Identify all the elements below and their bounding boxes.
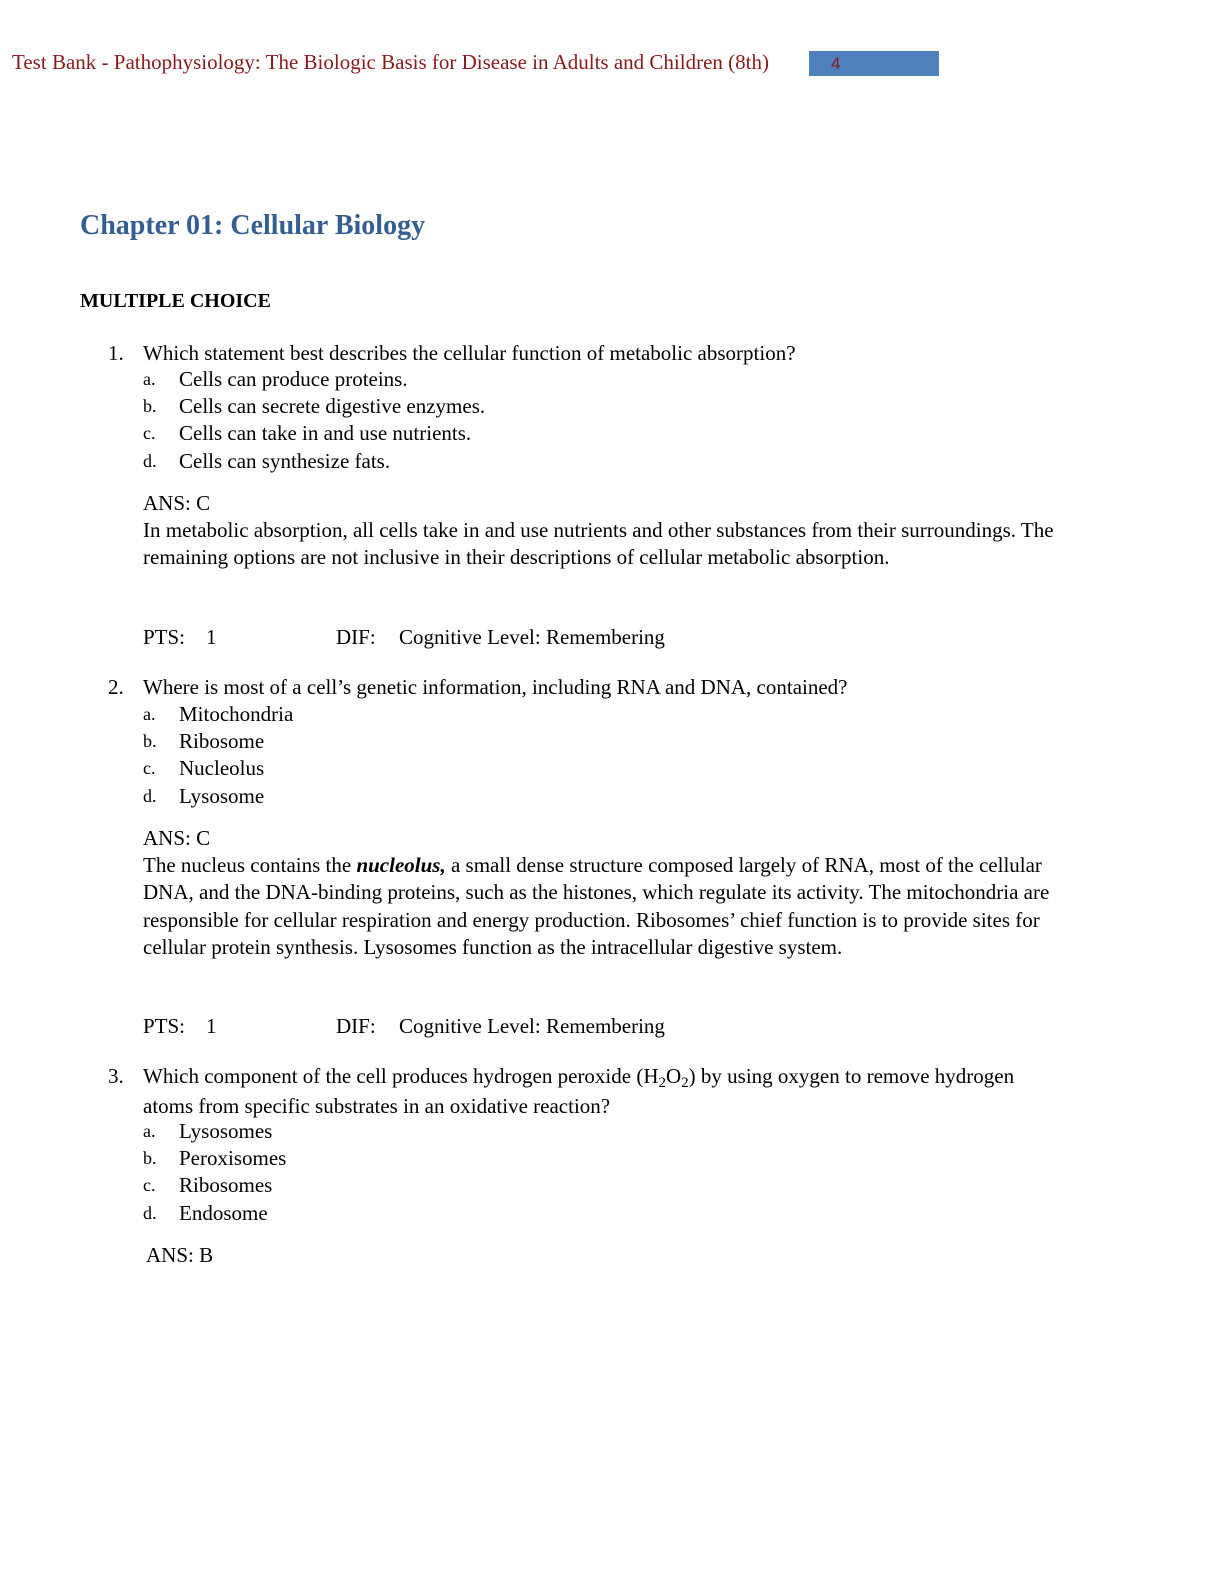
option-text: Ribosomes [179, 1173, 273, 1198]
pts-label: PTS: [143, 625, 186, 649]
page-number-badge: 4 [809, 51, 939, 76]
pts-value: 1 [206, 625, 217, 649]
rationale: In metabolic absorption, all cells take in and use nutrients and other substances from their surroundings. The remaining options are not inclusive in their descriptions of cellular metabolic absorption. [143, 518, 1054, 570]
option-letter: d. [143, 450, 157, 471]
rationale [143, 852, 1073, 961]
stem-text: ) by using oxygen to remove hydrogen atoms from specific substrates in an oxidative reaction? [143, 1064, 1015, 1119]
chapter-title: Chapter 01: Cellular Biology [80, 210, 426, 241]
dif-label: DIF: [336, 1014, 376, 1038]
question-number: 3. [108, 1064, 124, 1088]
question-stem [143, 1063, 1063, 1121]
option-letter: c. [143, 423, 156, 444]
option-letter: b. [143, 731, 157, 752]
question-stem: Which statement best describes the cellular function of metabolic absorption? [143, 341, 796, 365]
option-text: Endosome [179, 1200, 268, 1225]
subscript: 2 [658, 1075, 666, 1091]
option-letter: a. [143, 1121, 156, 1141]
option-text: Cells can produce proteins. [179, 367, 408, 391]
option-letter: d. [143, 1202, 157, 1223]
option-letter: a. [143, 704, 156, 724]
question-meta [143, 1013, 843, 1040]
question-number: 2. [108, 675, 124, 699]
option-text: Lysosome [179, 783, 265, 808]
option-letter: c. [143, 758, 156, 779]
answer-key: ANS: B [146, 1243, 214, 1267]
option-text: Cells can secrete digestive enzymes. [179, 394, 486, 419]
subscript: 2 [681, 1075, 689, 1091]
stem-text: O [666, 1064, 682, 1088]
pts-label: PTS: [143, 1014, 186, 1038]
option-text: Cells can take in and use nutrients. [179, 421, 472, 446]
option-letter: b. [143, 396, 157, 417]
option-text: Peroxisomes [179, 1146, 287, 1171]
dif-value: Cognitive Level: Remembering [399, 1014, 665, 1038]
option-letter: a. [143, 369, 156, 389]
option-letter: b. [143, 1148, 157, 1169]
option-letter: d. [143, 785, 157, 806]
question-number: 1. [108, 341, 124, 365]
question-meta [143, 624, 843, 651]
header-title: Test Bank - Pathophysiology: The Biologic Basis for Disease in Adults and Children (8th) [12, 50, 769, 74]
option-text: Mitochondria [179, 702, 294, 726]
dif-value: Cognitive Level: Remembering [399, 625, 665, 649]
question-stem: Where is most of a cell’s genetic information, including RNA and DNA, contained? [143, 675, 848, 699]
answer-key: ANS: C [143, 826, 211, 850]
pts-value: 1 [206, 1014, 217, 1038]
option-text: Lysosomes [179, 1119, 273, 1143]
option-text: Nucleolus [179, 756, 265, 781]
option-text: Ribosome [179, 729, 265, 754]
rationale-text: The nucleus contains the [143, 853, 357, 877]
option-letter: c. [143, 1175, 156, 1196]
option-text: Cells can synthesize fats. [179, 448, 391, 473]
dif-label: DIF: [336, 625, 376, 649]
answer-key: ANS: C [143, 491, 211, 515]
rationale-emphasis: nucleolus, [356, 853, 446, 877]
section-heading: MULTIPLE CHOICE [80, 290, 271, 312]
rationale-text: a small dense structure composed largely of RNA, most of the cellular DNA, and the DNA-binding proteins, such as the histones, which regulate its activity. The mitochondria are responsible for cellular respiration and energy production. Ribosomes’ chief function is to provide sites for cellular protein synthesis. Lysosomes function as the intracellular digestive system. [143, 853, 1050, 959]
stem-text: Which component of the cell produces hydrogen peroxide (H [143, 1064, 659, 1088]
